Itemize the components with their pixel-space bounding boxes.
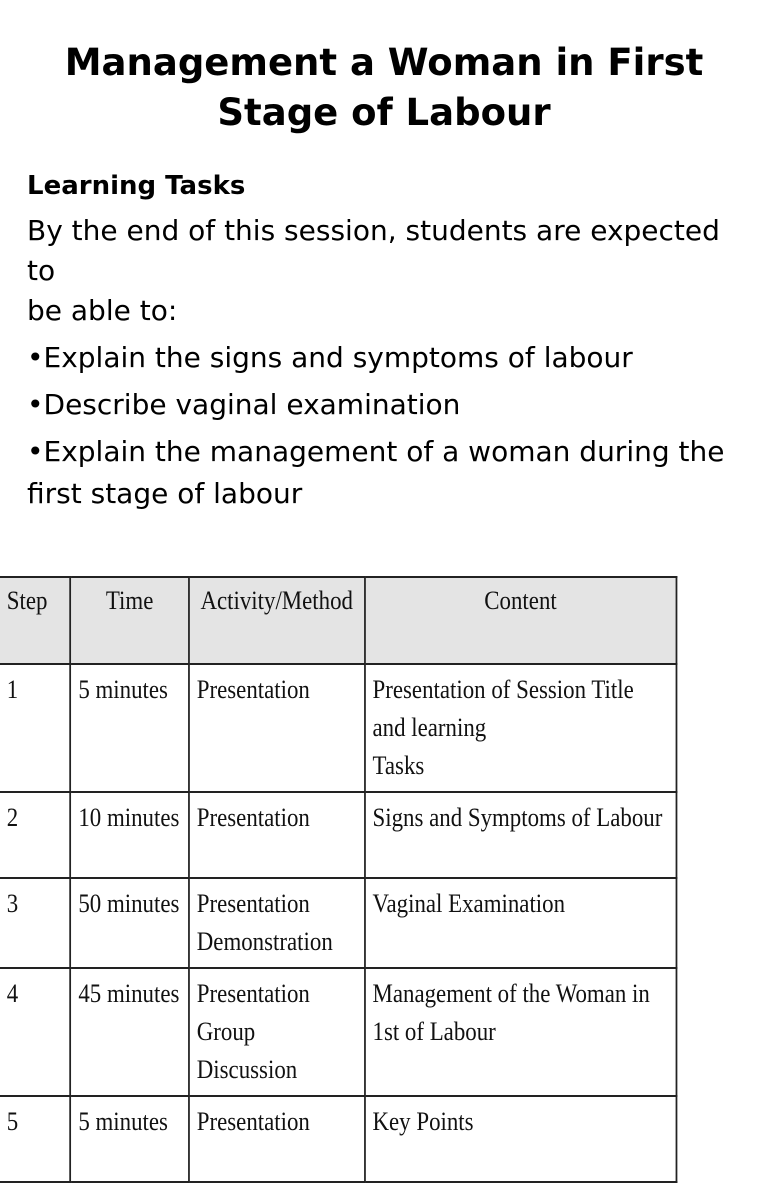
table-row: [0, 792, 676, 878]
learning-tasks-heading: Learning Tasks: [27, 171, 246, 201]
content-line: Tasks: [372, 751, 425, 780]
cell-activity: [189, 792, 365, 878]
activity-line: Presentation: [196, 889, 310, 918]
cell-content: [365, 792, 677, 878]
cell-time: 45 minutes: [70, 968, 188, 1096]
cell-activity: [189, 968, 365, 1096]
activity-line: Presentation: [196, 803, 310, 832]
cell-time: 5 minutes: [70, 664, 188, 792]
cell-step: 2: [0, 792, 70, 878]
cell-content: [365, 664, 677, 792]
cell-step: 1: [0, 664, 70, 792]
intro-line-2: be able to:: [27, 294, 178, 327]
bullet-vaginal-exam: •Describe vaginal examination: [27, 388, 461, 421]
table-row: [0, 968, 676, 1096]
cell-time: 5 minutes: [70, 1096, 188, 1182]
content-line: Vaginal Examination: [372, 889, 566, 918]
cell-activity: [189, 664, 365, 792]
activity-line: Group Discussion: [196, 1017, 298, 1084]
learning-tasks-section: [27, 166, 752, 520]
title-line-1: Management a Woman in First: [64, 41, 704, 84]
content-line: Signs and Symptoms of Labour: [372, 803, 663, 832]
learning-intro: [27, 211, 752, 331]
cell-step: 3: [0, 878, 70, 968]
content-line: Presentation of Session Title and learning: [372, 675, 634, 742]
cell-step: 5: [0, 1096, 70, 1182]
activity-line: Presentation: [196, 1107, 310, 1136]
slide-title: [0, 38, 768, 138]
cell-time: 50 minutes: [70, 878, 188, 968]
table-row: [0, 664, 676, 792]
session-plan-table-wrap: [0, 576, 770, 1136]
session-plan-table: [0, 576, 677, 1183]
table-header-row: [0, 577, 676, 664]
cell-content: [365, 878, 677, 968]
activity-line: Presentation: [196, 675, 310, 704]
content-line: Key Points: [372, 1107, 474, 1136]
title-line-2: Stage of Labour: [217, 91, 551, 134]
bullet-management-line-1: •Explain the management of a woman during the: [27, 435, 725, 468]
header-step: Step: [0, 577, 70, 664]
table-row: [0, 1096, 676, 1182]
header-content: Content: [365, 577, 677, 664]
table-row: [0, 878, 676, 968]
bullet-management: [27, 431, 752, 515]
bullet-signs-symptoms: •Explain the signs and symptoms of labour: [27, 341, 633, 374]
activity-line: Demonstration: [196, 927, 333, 956]
activity-line: Presentation: [196, 979, 310, 1008]
header-activity: Activity/Method: [189, 577, 365, 664]
bullet-management-line-2: first stage of labour: [27, 477, 303, 510]
cell-step: 4: [0, 968, 70, 1096]
content-line: Management of the Woman in 1st of Labour: [372, 979, 650, 1046]
cell-time: 10 minutes: [70, 792, 188, 878]
cell-content: [365, 1096, 677, 1182]
header-time: Time: [70, 577, 188, 664]
cell-content: [365, 968, 677, 1096]
cell-activity: [189, 1096, 365, 1182]
intro-line-1: By the end of this session, students are expected to: [27, 214, 720, 287]
cell-activity: [189, 878, 365, 968]
